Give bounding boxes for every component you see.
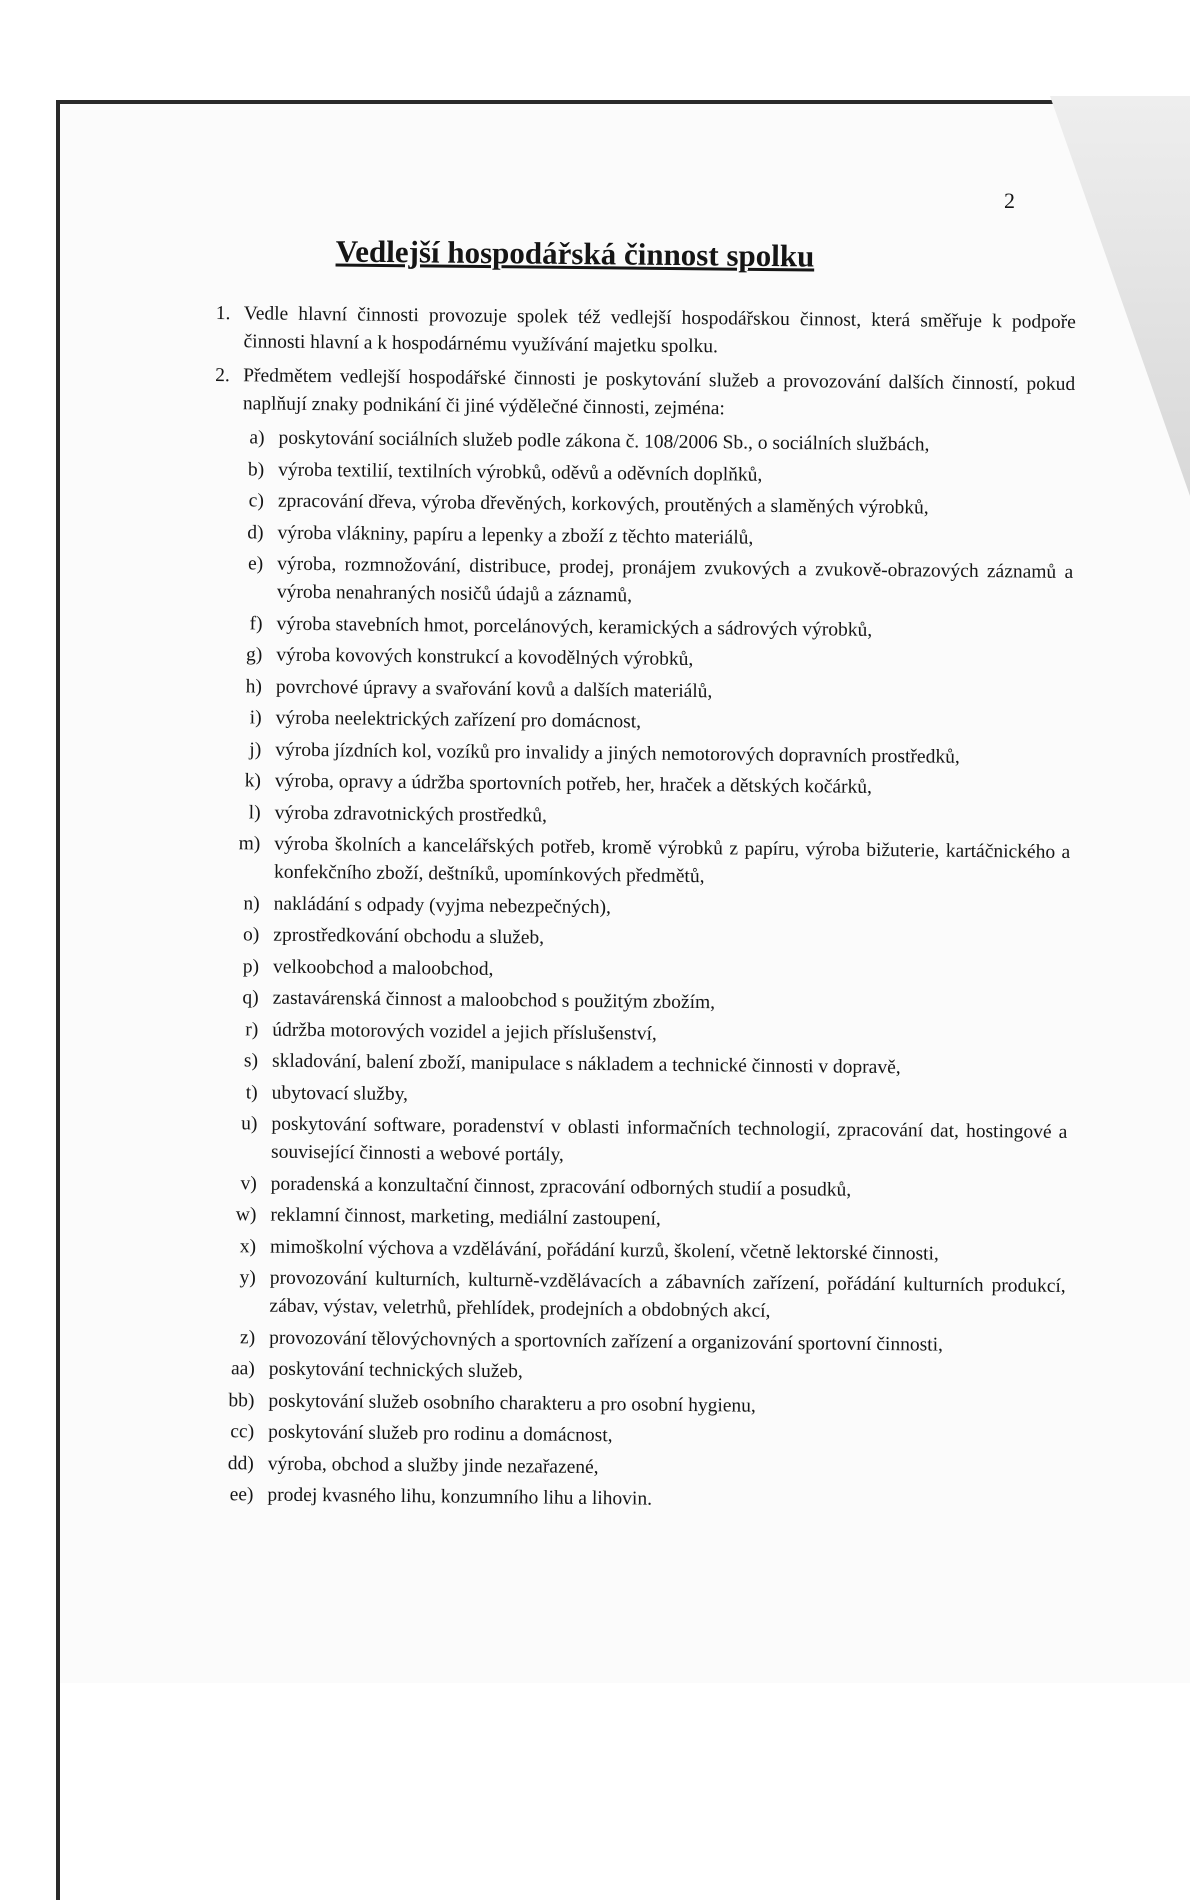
list-item-letter: cc) xyxy=(230,1421,255,1443)
list-item-text: skladování, balení zboží, manipulace s nákladem a technické činnosti v dopravě, xyxy=(271,1050,901,1079)
list-item-text: povrchové úpravy a svařování kovů a dalších materiálů, xyxy=(275,676,713,702)
list-item xyxy=(204,1449,1064,1486)
list-item-letter: dd) xyxy=(227,1452,254,1474)
list-item xyxy=(207,1169,1067,1206)
list-item xyxy=(210,889,1070,926)
list-item-text: zpracování dřeva, výroba dřevěných, korkových, proutěných a slaměných výrobků, xyxy=(277,490,929,519)
list-item-letter: ee) xyxy=(229,1484,254,1506)
list-item xyxy=(208,1078,1068,1115)
list-item-text: výroba jízdních kol, vozíků pro invalidy a jiných nemotorových dopravních prostředků, xyxy=(275,739,960,768)
list-item xyxy=(210,798,1070,835)
list-item-text: poskytování technických služeb, xyxy=(268,1358,523,1383)
list-item xyxy=(212,609,1072,646)
list-item-letter: v) xyxy=(240,1172,257,1194)
list-item-letter: l) xyxy=(248,801,261,823)
list-item-letter: z) xyxy=(239,1326,256,1348)
list-item-text: mimoškolní výchova a vzdělávání, pořádání kurzů, školení, včetně lektorské činnosti, xyxy=(269,1236,939,1265)
list-item-text: poskytování služeb pro rodinu a domácnost, xyxy=(268,1421,613,1447)
list-item xyxy=(211,735,1071,772)
list-item xyxy=(213,550,1074,615)
list-item-text: poskytování sociálních služeb podle zákona č. 108/2006 Sb., o sociálních službách, xyxy=(278,427,930,456)
list-item xyxy=(204,1386,1064,1423)
paragraph-text: Vedle hlavní činnosti provozuje spolek též vedlejší hospodářskou činnost, která směřuje k podpoře činnosti hlavní a k hospodárnému využívání majetku spolku. xyxy=(243,303,1076,358)
paragraph-number: 2. xyxy=(215,364,230,387)
paragraph-1 xyxy=(215,300,1076,365)
list-item xyxy=(211,767,1071,804)
list-item xyxy=(209,921,1069,958)
list-item-letter: m) xyxy=(238,833,261,855)
list-item-text: nakládání s odpady (vyjma nebezpečných), xyxy=(273,893,612,918)
list-item-letter: g) xyxy=(245,644,263,666)
list-item xyxy=(209,984,1069,1021)
list-item-letter: e) xyxy=(247,553,264,575)
list-item-letter: bb) xyxy=(228,1389,255,1411)
list-item xyxy=(209,952,1069,989)
list-item xyxy=(205,1264,1066,1329)
list-item-text: poskytování software, poradenství v oblasti informačních technologií, zpracování dat, hostingové a související činnosti a webové portály, xyxy=(270,1113,1068,1166)
list-item-text: zprostředkování obchodu a služeb, xyxy=(273,924,545,949)
list-item-text: reklamní činnost, marketing, mediální zastoupení, xyxy=(270,1204,661,1230)
list-item-text: výroba, opravy a údržba sportovních potřeb, her, hraček a dětských kočárků, xyxy=(274,770,873,798)
list-item-letter: p) xyxy=(242,955,260,977)
list-item-letter: o) xyxy=(242,924,260,946)
list-item-letter: s) xyxy=(243,1050,259,1072)
list-item xyxy=(208,1047,1068,1084)
list-item xyxy=(206,1201,1066,1238)
list-item xyxy=(214,424,1074,461)
list-item xyxy=(203,1481,1063,1518)
list-item xyxy=(206,1232,1066,1269)
list-item-text: výroba textilií, textilních výrobků, oděvů a oděvních doplňků, xyxy=(278,459,763,486)
document-body xyxy=(203,300,1076,1521)
list-item-text: výroba vlákniny, papíru a lepenky a zboží z těchto materiálů, xyxy=(277,522,754,549)
list-item-letter: b) xyxy=(247,458,265,481)
list-item-text: údržba motorových vozidel a jejich příslušenství, xyxy=(272,1019,657,1045)
list-item-text: výroba, obchod a služby jinde nezařazené, xyxy=(267,1453,599,1478)
list-item xyxy=(212,641,1072,678)
list-item-letter: d) xyxy=(247,521,264,544)
list-item xyxy=(207,1110,1068,1175)
list-item-text: velkoobchod a maloobchod, xyxy=(272,956,494,980)
list-item xyxy=(211,704,1071,741)
list-item-text: výroba stavebních hmot, porcelánových, keramických a sádrových výrobků, xyxy=(276,613,873,641)
list-item-text: výroba zdravotnických prostředků, xyxy=(274,802,548,826)
list-item-letter: u) xyxy=(241,1113,258,1135)
list-item-text: výroba školních a kancelářských potřeb, kromě výrobků z papíru, výroba bižuterie, kartáčnického a konfekčního zboží, deštníků, upomínkových předmětů, xyxy=(273,833,1071,888)
list-item-letter: q) xyxy=(242,987,259,1009)
list-item-letter: y) xyxy=(239,1267,256,1289)
list-item-letter: a) xyxy=(249,427,265,449)
list-item-letter: r) xyxy=(245,1018,259,1040)
list-item-text: ubytovací služby, xyxy=(271,1082,409,1105)
list-item-letter: h) xyxy=(245,675,263,698)
list-item xyxy=(205,1355,1065,1392)
page-number: 2 xyxy=(1004,188,1015,213)
list-item-letter: k) xyxy=(244,770,262,792)
list-item xyxy=(205,1323,1065,1360)
list-item-text: poskytování služeb osobního charakteru a pro osobní hygienu, xyxy=(268,1390,756,1417)
list-item-letter: t) xyxy=(245,1081,258,1103)
paragraph-2 xyxy=(215,362,1076,427)
list-item-text: prodej kvasného lihu, konzumního lihu a lihovin. xyxy=(267,1484,653,1510)
list-item-letter: j) xyxy=(249,738,262,760)
list-item-letter: c) xyxy=(248,490,265,512)
list-item xyxy=(212,672,1072,709)
list-item-letter: w) xyxy=(235,1204,257,1226)
list-item-letter: f) xyxy=(249,612,263,635)
paragraph-number: 1. xyxy=(215,302,231,325)
document-title: Vedlejší hospodářská činnost spolku xyxy=(335,233,815,274)
list-item xyxy=(210,830,1071,895)
list-item xyxy=(214,455,1074,492)
list-item-text: výroba neelektrických zařízení pro domácnost, xyxy=(275,707,642,733)
list-item-letter: i) xyxy=(249,707,262,729)
list-item-text: poradenská a konzultační činnost, zpracování odborných studií a posudků, xyxy=(270,1173,852,1201)
list-item xyxy=(204,1418,1064,1455)
list-item-text: provozování kulturních, kulturně-vzdělávacích a zábavních zařízení, pořádání kulturních produkcí, zábav, výstav, veletrhů, přehlídek, prodejních a obdobných akcí, xyxy=(269,1267,1066,1322)
list-item-text: provozování tělovýchovných a sportovních zařízení a organizování sportovní činnosti, xyxy=(269,1327,944,1356)
list-item xyxy=(214,487,1074,524)
activity-list xyxy=(203,424,1074,1518)
list-item-letter: x) xyxy=(239,1235,257,1257)
list-item-text: výroba, rozmnožování, distribuce, prodej, pronájem zvukových a zvukově-obrazových záznamů a výroba nenahraných nosičů údajů a záznamů, xyxy=(276,553,1074,607)
list-item xyxy=(208,1015,1068,1052)
list-item-text: výroba kovových konstrukcí a kovodělných výrobků, xyxy=(276,644,694,671)
list-item-letter: n) xyxy=(243,892,260,914)
document-page xyxy=(60,104,1190,1683)
paragraph-text: Předmětem vedlejší hospodářské činnosti je poskytování služeb a provozování dalších činností, pokud naplňují znaky podnikání či jiné výdělečné činnosti, zejména: xyxy=(242,365,1076,420)
list-item-text: zastavárenská činnost a maloobchod s použitým zbožím, xyxy=(272,987,716,1014)
list-item xyxy=(213,518,1073,555)
list-item-letter: aa) xyxy=(230,1358,255,1380)
